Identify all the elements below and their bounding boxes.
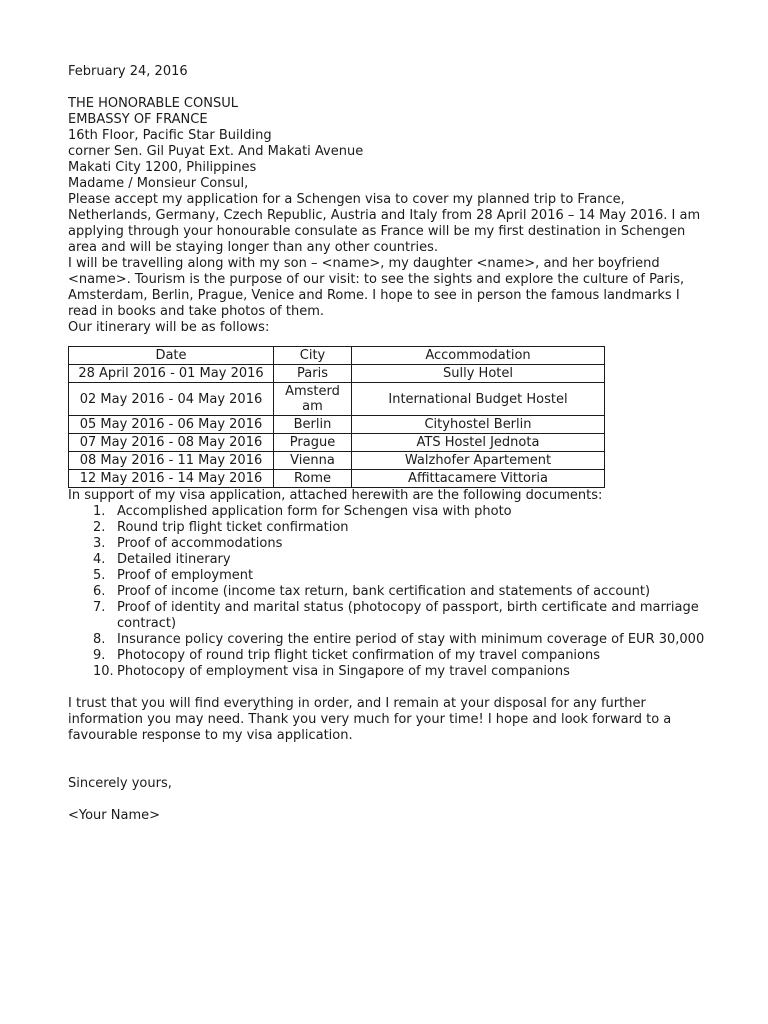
document-list-item <box>93 648 710 664</box>
cell-city: Amsterdam <box>274 383 352 416</box>
document-list-item <box>93 520 710 536</box>
itinerary-intro: Our itinerary will be as follows: <box>68 320 270 335</box>
document-item-number: 4. <box>93 552 106 567</box>
document-item-text: Proof of identity and marital status (photocopy of passport, birth certificate and marriage contract) <box>117 600 699 631</box>
document-item-text: Round trip flight ticket confirmation <box>117 520 349 535</box>
cell-date: 07 May 2016 - 08 May 2016 <box>69 434 274 452</box>
document-item-number: 3. <box>93 536 106 551</box>
cell-date: 12 May 2016 - 14 May 2016 <box>69 470 274 488</box>
itinerary-row <box>69 365 605 383</box>
document-item-text: Insurance policy covering the entire period of stay with minimum coverage of EUR 30,000 <box>117 632 705 647</box>
cell-date: 05 May 2016 - 06 May 2016 <box>69 416 274 434</box>
cell-accommodation: Affittacamere Vittoria <box>352 470 605 488</box>
document-item-number: 6. <box>93 584 106 599</box>
document-item-number: 1. <box>93 504 106 519</box>
valediction: Sincerely yours, <box>68 776 172 791</box>
document-item-text: Detailed itinerary <box>117 552 231 567</box>
recipient-address-line: corner Sen. Gil Puyat Ext. And Makati Avenue <box>68 144 364 159</box>
recipient-address-line: EMBASSY OF FRANCE <box>68 112 208 127</box>
document-item-text: Proof of employment <box>117 568 254 583</box>
cell-date: 02 May 2016 - 04 May 2016 <box>69 383 274 416</box>
itinerary-row <box>69 383 605 416</box>
document-item-number: 9. <box>93 648 106 663</box>
document-list-item <box>93 584 710 600</box>
recipient-address-line: THE HONORABLE CONSUL <box>68 96 238 111</box>
documents-list <box>68 504 710 680</box>
document-list-item <box>93 568 710 584</box>
cell-accommodation: Walzhofer Apartement <box>352 452 605 470</box>
documents-intro: In support of my visa application, attached herewith are the following documents: <box>68 488 603 503</box>
paragraph-companions: I will be travelling along with my son – <name>, my daughter <name>, and her boyfriend <name>. Tourism is the purpose of our visit: to see the sights and explore the culture of Paris, Amsterdam, Berlin, Prague, Venice and Rome. I hope to see in person the famous landmarks I read in books and take photos of them. <box>68 256 685 319</box>
recipient-address-line: Makati City 1200, Philippines <box>68 160 257 175</box>
document-list-item <box>93 664 710 680</box>
cell-date: 28 April 2016 - 01 May 2016 <box>69 365 274 383</box>
recipient-address <box>68 96 710 176</box>
cell-date: 08 May 2016 - 11 May 2016 <box>69 452 274 470</box>
cell-city: Vienna <box>274 452 352 470</box>
cell-accommodation: Cityhostel Berlin <box>352 416 605 434</box>
document-item-text: Proof of income (income tax return, bank certification and statements of account) <box>117 584 651 599</box>
cell-accommodation: International Budget Hostel <box>352 383 605 416</box>
document-list-item <box>93 600 710 632</box>
header-city: City <box>274 347 352 365</box>
document-item-text: Photocopy of round trip flight ticket confirmation of my travel companions <box>117 648 601 663</box>
letter-content <box>68 64 710 824</box>
cell-accommodation: Sully Hotel <box>352 365 605 383</box>
itinerary-table <box>68 346 605 488</box>
document-item-number: 10. <box>93 664 114 679</box>
document-item-text: Photocopy of employment visa in Singapore of my travel companions <box>117 664 570 679</box>
itinerary-header-row <box>69 347 605 365</box>
salutation: Madame / Monsieur Consul, <box>68 176 249 191</box>
document-list-item <box>93 536 710 552</box>
document-list-item <box>93 552 710 568</box>
itinerary-row <box>69 434 605 452</box>
cell-city: Berlin <box>274 416 352 434</box>
cell-accommodation: ATS Hostel Jednota <box>352 434 605 452</box>
paragraph-trip: Please accept my application for a Schengen visa to cover my planned trip to France, Netherlands, Germany, Czech Republic, Austria and Italy from 28 April 2016 – 14 May 2016. I am applying through your honourable consulate as France will be my first destination in Schengen area and will be staying longer than any other countries. <box>68 192 701 255</box>
document-item-number: 7. <box>93 600 106 615</box>
document-item-text: Proof of accommodations <box>117 536 283 551</box>
closing-paragraph: I trust that you will find everything in order, and I remain at your disposal for any further information you may need. Thank you very much for your time! I hope and look forward to a favourable response to my visa application. <box>68 696 672 743</box>
cell-city: Rome <box>274 470 352 488</box>
itinerary-row <box>69 470 605 488</box>
cell-city: Prague <box>274 434 352 452</box>
date-line: February 24, 2016 <box>68 64 188 79</box>
document-item-number: 5. <box>93 568 106 583</box>
itinerary-row <box>69 416 605 434</box>
document-item-number: 8. <box>93 632 106 647</box>
recipient-address-line: 16th Floor, Pacific Star Building <box>68 128 272 143</box>
cell-city: Paris <box>274 365 352 383</box>
signature-placeholder: <Your Name> <box>68 808 161 823</box>
header-accommodation: Accommodation <box>352 347 605 365</box>
itinerary-row <box>69 452 605 470</box>
document-list-item <box>93 632 710 648</box>
document-item-number: 2. <box>93 520 106 535</box>
header-date: Date <box>69 347 274 365</box>
document-list-item <box>93 504 710 520</box>
document-item-text: Accomplished application form for Schengen visa with photo <box>117 504 512 519</box>
